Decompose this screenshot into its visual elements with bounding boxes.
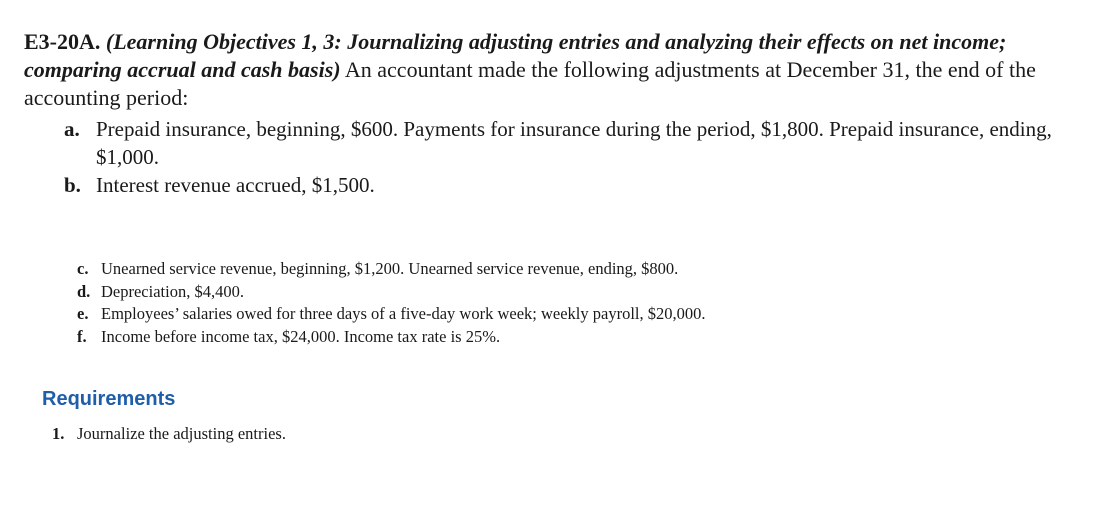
item-letter: f. — [77, 326, 87, 346]
list-item-c — [77, 258, 1077, 281]
requirement-number: 1. — [52, 424, 65, 443]
requirements-heading: Requirements — [42, 388, 176, 410]
problem-statement — [24, 28, 1064, 112]
adjustment-list-lower — [77, 258, 1077, 348]
item-text: Depreciation, $4,400. — [101, 281, 244, 301]
item-letter: d. — [77, 281, 91, 301]
requirements-list — [52, 423, 286, 445]
item-letter: a. — [64, 117, 80, 141]
list-item-f — [77, 326, 1077, 349]
item-letter: e. — [77, 304, 89, 323]
item-letter: b. — [64, 173, 81, 197]
adjustment-list-upper — [64, 115, 1064, 199]
list-item-b — [64, 171, 1064, 199]
learning-objectives: (Learning Objectives 1, 3: Journalizing adjusting entries and analyzing their effects on net income; comparing accrual and cash basis) — [24, 29, 1007, 82]
item-text: Employees’ salaries owed for three days of a five-day work week; weekly payroll, $20,000. — [101, 304, 706, 323]
list-item-d — [77, 281, 1077, 304]
requirement-text: Journalize the adjusting entries. — [77, 424, 286, 443]
problem-number: E3-20A. — [24, 29, 101, 54]
list-item-e — [77, 303, 791, 326]
item-letter: c. — [77, 259, 89, 278]
item-text: Income before income tax, $24,000. Income tax rate is 25%. — [101, 326, 501, 346]
list-item-a — [64, 115, 1064, 171]
item-text: Prepaid insurance, beginning, $600. Payments for insurance during the period, $1,800. Prepaid insurance, ending, $1,000. — [96, 117, 1052, 169]
item-text: Interest revenue accrued, $1,500. — [96, 173, 375, 197]
requirement-item-1 — [52, 423, 286, 445]
problem-description: An accountant made the following adjustments at December 31, the end of the accounting period: — [24, 57, 1036, 110]
item-text: Unearned service revenue, beginning, $1,200. Unearned service revenue, ending, $800. — [101, 259, 679, 278]
